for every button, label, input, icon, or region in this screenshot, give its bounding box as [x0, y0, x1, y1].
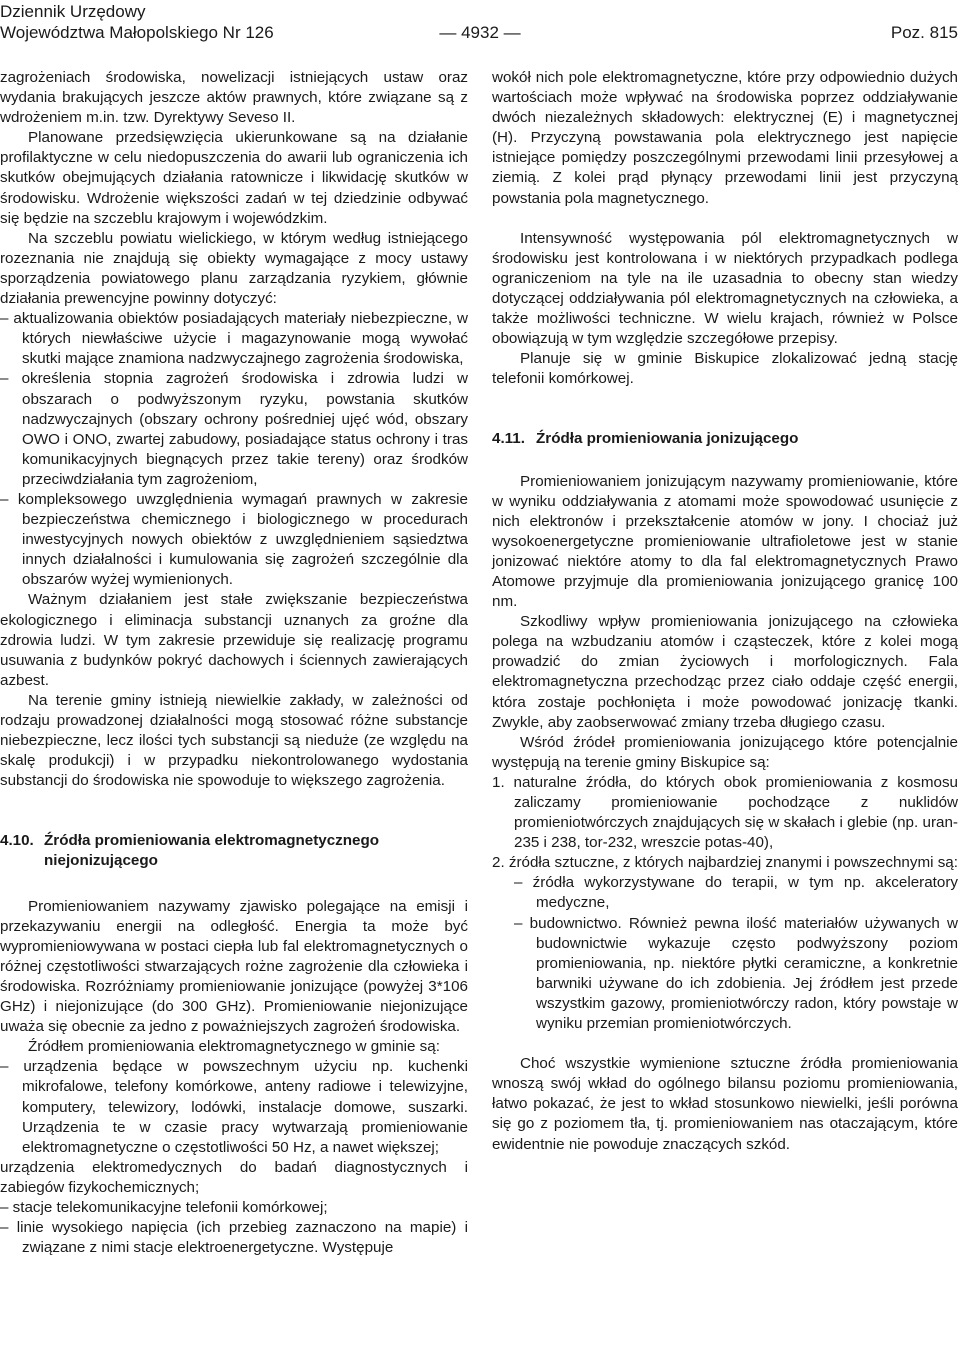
paragraph: Planowane przedsięwzięcia ukierunkowane są na działanie profilaktyczne w celu niedopuszczenia do awarii lub ograniczenia ich skutków obejmujących działania ratownicze i likwidację skutków w środowisku. Wdrożenie większości zadań w tej dziedzinie odbywać się będzie na szczeblu krajowym i wojewódzkim. — [0, 129, 468, 227]
paragraph: Źródłem promieniowania elektromagnetycznego w gminie są: — [28, 1038, 440, 1056]
list-item: – linie wysokiego napięcia (ich przebieg zaznaczono na mapie) i związane z nimi stacje elektroenergetyczne. Występuje — [0, 1219, 468, 1257]
section-number: 4.10. — [0, 832, 34, 850]
list-item: – budownictwo. Również pewna ilość materiałów używanych w budownictwie wykazuje często podwyższony poziom promieniowania, np. niektóre płytki ceramiczne, a konkretnie barwniki używane do ich zdobienia. Jej źródłem jest przede wszystkim gazowy, promieniotwórczy radon, który powstaje w wyniku przemian promieniotwórczych. — [514, 914, 958, 1033]
page-number: — 4932 — — [439, 23, 521, 42]
journal-title: Dziennik Urzędowy — [0, 2, 146, 21]
paragraph: zagrożeniach środowiska, nowelizacji istniejących ustaw oraz wydania brakujących jeszcze aktów prawnych, które związane są z wdrożeniem m.in. tzw. Dyrektywy Seveso II. — [0, 69, 468, 127]
paragraph: Wśród źródeł promieniowania jonizującego które potencjalnie występują na terenie gminy Biskupice są: — [492, 733, 958, 771]
paragraph: Szkodliwy wpływ promieniowania jonizującego na człowieka polega na wzbudzaniu atomów i cząsteczek, które z kolei mogą prowadzić do zmian życiowych i morfologicznych. Fala elektromagnetyczna przechodząc przez ciało oddaje część energii, która zostaje pochłonięta i może powodować jonizację tkanki. Zwykle, aby zaobserwować zmiany trzeba długiego czasu. — [492, 613, 958, 731]
paragraph: Promieniowaniem jonizującym nazywamy promieniowanie, które w wyniku oddziaływania z atomami może spowodować usunięcie z nich elektronów i przekształcenie atomów w jony. I chociaż już wysokoenergetyczne promieniowanie ultrafioletowe jest w stanie jonizować niektóre atomy to dla fal elektromagnetycznych Prawo Atomowe przyjmuje dla promieniowania jonizującego granicę 100 nm. — [492, 472, 958, 611]
paragraph: Ważnym działaniem jest stałe zwiększanie bezpieczeństwa ekologicznego i eliminacja substancji uznanych za groźne dla zdrowia ludzi. W tym zakresie przewiduje się realizację programu usuwania z budynków pokryć dachowych i ściennych zawierających azbest. — [0, 591, 468, 689]
section-heading — [0, 831, 468, 871]
list-item: – określenia stopnia zagrożeń środowiska i zdrowia ludzi w obszarach o podwyższonym ryzyku, powstania skutków nadzwyczajnych (obszary ochrony pośredniej ujęć wód, obszary OWO i ONO, zwartej zabudowy, posiadające status ochrony i tras komunikacyjnych biegnących przez takie tereny) oraz środków przeciwdziałania tym zagrożeniom, — [0, 370, 468, 488]
paragraph: Promieniowaniem nazywamy zjawisko polegające na emisji i przekazywaniu energii na odległość. Energia ta może być wypromieniowywana w postaci ciepła lub fal elektromagnetycznych o różnej częstotliwości stwarzających rożne zagrożenie dla człowieka i środowiska. Rozróżniamy promieniowanie jonizujące (powyżej 3*106 GHz) i niejonizujące (do 300 GHz). Promieniowanie niejonizujące uważa się obecnie za jedno z poważniejszych zagrożeń środowiska. — [0, 897, 468, 1036]
numbered-item: 1. naturalne źródła, do których obok promieniowania z kosmosu zaliczamy promieniowanie pochodzące z nuklidów promieniotwórczych znajdujących się w skałach i glebie (np. uran-235 i 238, tor-232, wreszcie potas-40), — [492, 773, 958, 852]
paragraph: wokół nich pole elektromagnetyczne, które przy odpowiednio dużych wartościach może wpływać na środowiska poprzez oddziaływanie dwóch niezależnych składowych: elektrycznej (E) i magnetycznej (H). Przyczyną powstawania pola elektrycznego jest napięcie istniejące pomiędzy poszczególnymi przewodami linii przesyłowej a ziemią. Z kolei prąd płynący przewodami linii jest przyczyną powstania pola magnetycznego. — [492, 69, 958, 207]
journal-subtitle: Województwa Małopolskiego Nr 126 — [0, 23, 274, 42]
list-item: – aktualizowania obiektów posiadających materiały niebezpieczne, w których niewłaściwe użycie i magazynowanie mogą wywołać skutki mające znamiona nadzwyczajnego zagrożenia środowiska, — [0, 310, 468, 368]
paragraph: Na terenie gminy istnieją niewielkie zakłady, w zależności od rodzaju prowadzonej działalności mogą stosować różne substancje niebezpieczne, lecz ilości tych substancji są nieduże (ze względu na skalę produkcji) i w przypadku niekontrolowanego wydostania substancji do środowiska nie spowoduje to większego zagrożenia. — [0, 691, 468, 790]
paragraph: Intensywność występowania pól elektromagnetycznych w środowisku jest kontrolowana i w niektórych przypadkach podlega ograniczeniom na tyle na ile uzasadnia to obecny stan wiedzy dotyczącej oddziaływania pól elektromagnetycznych na człowieka, a także możliwości techniczne. W wielu krajach, również w Polsce obowiązują w tym względzie szczegółowe przepisy. — [492, 229, 958, 348]
right-column — [492, 68, 958, 1155]
paragraph: Choć wszystkie wymienione sztuczne źródła promieniowania wnoszą swój wkład do ogólnego bilansu poziomu promieniowania, łatwo pokazać, że jest to wkład stosunkowo niewielki, jeśli porówna się go z poziomem tła, tj. promieniowaniem nas otaczającym, które ewidentnie nie powoduje znaczących szkód. — [492, 1055, 958, 1153]
paragraph: Na szczeblu powiatu wielickiego, w którym według istniejącego rozeznania nie znajdują się obiekty wymagające z mocy ustawy sporządzenia powiatowego planu zarządzania ryzykiem, głównie działania prewencyjne powinny dotyczyć: — [0, 229, 468, 308]
list-item: urządzenia elektromedycznych do badań diagnostycznych i zabiegów fizykochemicznych; — [0, 1158, 468, 1196]
position-number: Poz. 815 — [890, 23, 958, 42]
paragraph: Planuje się w gminie Biskupice zlokalizować jedną stację telefonii komórkowej. — [492, 350, 958, 388]
page-header — [0, 0, 960, 44]
list-item: – stacje telekomunikacyjne telefonii komórkowej; — [0, 1198, 328, 1216]
list-item: – urządzenia będące w powszechnym użyciu np. kuchenki mikrofalowe, telefony komórkowe, anteny radiowe i telewizyjne, komputery, telewizory, lodówki, instalacje domowe, suszarki. Urządzenia te w czasie pracy wytwarzają promieniowanie elektromagnetyczne o częstotliwości 50 Hz, a nawet większej; — [0, 1058, 468, 1156]
list-item: – kompleksowego uwzględnienia wymagań prawnych w zakresie bezpieczeństwa chemicznego i biologicznego w procedurach inwestycyjnych nowych obiektów z uwzględnieniem sąsiedztwa innych działalności i kumulowania się zagrożeń szczególnie dla obszarów wyżej wymienionych. — [0, 490, 468, 589]
list-item: – źródła wykorzystywane do terapii, w tym np. akceleratory medyczne, — [514, 874, 958, 912]
left-column — [0, 68, 468, 1258]
section-number: 4.11. — [492, 430, 525, 448]
section-title: Źródła promieniowania jonizującego — [536, 430, 799, 448]
section-heading — [492, 429, 958, 449]
section-title: Źródła promieniowania elektromagnetycznego niejonizującego — [44, 832, 380, 870]
numbered-item: 2. źródła sztuczne, z których najbardziej znanymi i powszechnymi są: — [492, 854, 958, 872]
